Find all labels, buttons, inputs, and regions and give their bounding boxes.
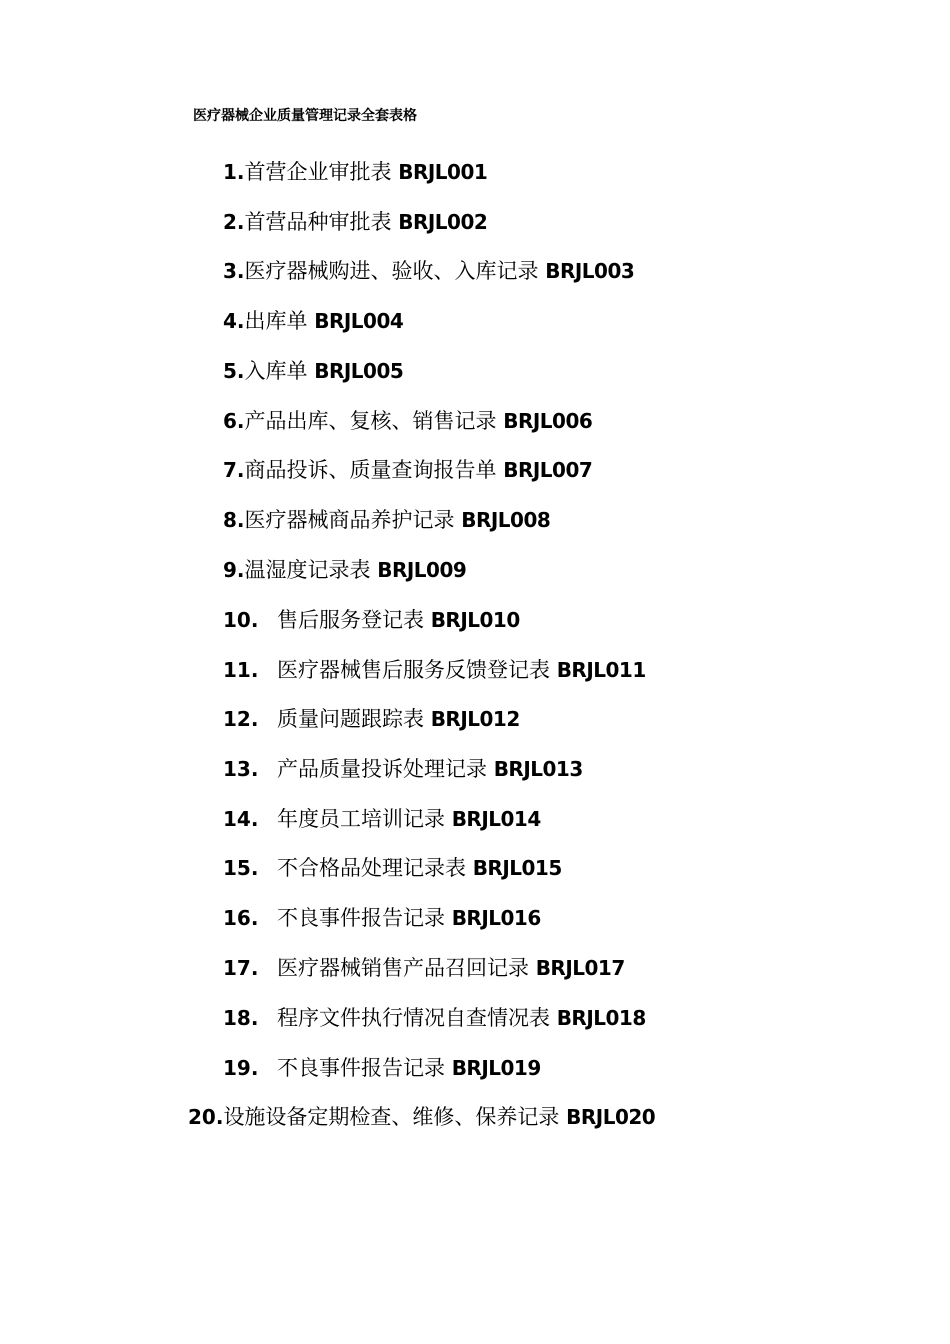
item-code: BRJL015 — [472, 856, 562, 880]
item-name: 首营企业审批表 — [244, 160, 392, 184]
item-name: 商品投诉、质量查询报告单 — [244, 458, 497, 482]
item-number: 19. — [223, 1056, 259, 1080]
list-item — [223, 853, 562, 883]
item-name: 售后服务登记表 — [277, 608, 424, 632]
item-name: 程序文件执行情况自查情况表 — [277, 1006, 550, 1030]
item-number: 2. — [223, 210, 245, 234]
item-number: 8. — [223, 508, 245, 532]
list-item — [223, 704, 520, 734]
list-item — [223, 356, 403, 386]
item-code: BRJL013 — [493, 757, 583, 781]
item-name: 不良事件报告记录 — [277, 906, 445, 930]
item-name: 温湿度记录表 — [244, 558, 371, 582]
list-item — [223, 256, 634, 286]
item-code: BRJL017 — [535, 956, 625, 980]
item-name: 设施设备定期检查、维修、保养记录 — [223, 1105, 560, 1129]
item-code: BRJL009 — [377, 558, 467, 582]
item-number: 16. — [223, 906, 259, 930]
item-number: 11. — [223, 658, 259, 682]
item-number: 15. — [223, 856, 259, 880]
item-code: BRJL011 — [556, 658, 646, 682]
item-number: 12. — [223, 707, 259, 731]
item-number: 5. — [223, 359, 245, 383]
item-code: BRJL002 — [398, 210, 488, 234]
list-item — [223, 1003, 646, 1033]
item-number: 1. — [223, 160, 245, 184]
item-number: 7. — [223, 458, 245, 482]
item-code: BRJL008 — [461, 508, 551, 532]
item-code: BRJL001 — [398, 160, 488, 184]
item-code: BRJL019 — [451, 1056, 541, 1080]
list-item — [223, 455, 592, 485]
item-name: 不合格品处理记录表 — [277, 856, 466, 880]
list-item — [223, 605, 520, 635]
list-item — [188, 1102, 655, 1132]
item-number: 17. — [223, 956, 259, 980]
item-name: 医疗器械购进、验收、入库记录 — [244, 259, 539, 283]
list-item — [223, 207, 487, 237]
item-code: BRJL003 — [545, 259, 635, 283]
item-number: 4. — [223, 309, 245, 333]
item-name: 医疗器械销售产品召回记录 — [277, 956, 529, 980]
list-item — [223, 306, 403, 336]
page-title: 医疗器械企业质量管理记录全套表格 — [193, 108, 417, 124]
list-item — [223, 505, 550, 535]
list-item — [223, 555, 466, 585]
item-code: BRJL007 — [503, 458, 593, 482]
item-name: 产品出库、复核、销售记录 — [244, 409, 497, 433]
item-name: 不良事件报告记录 — [277, 1056, 445, 1080]
item-name: 首营品种审批表 — [244, 210, 392, 234]
item-number: 20. — [188, 1105, 224, 1129]
list-item — [223, 406, 592, 436]
list-item — [223, 953, 625, 983]
item-code: BRJL006 — [503, 409, 593, 433]
item-number: 9. — [223, 558, 245, 582]
item-number: 13. — [223, 757, 259, 781]
item-name: 质量问题跟踪表 — [277, 707, 424, 731]
item-code: BRJL018 — [556, 1006, 646, 1030]
item-name: 年度员工培训记录 — [277, 807, 445, 831]
item-code: BRJL005 — [314, 359, 404, 383]
item-name: 产品质量投诉处理记录 — [277, 757, 487, 781]
item-code: BRJL020 — [566, 1105, 656, 1129]
item-number: 10. — [223, 608, 259, 632]
item-number: 14. — [223, 807, 259, 831]
list-item — [223, 655, 646, 685]
item-code: BRJL004 — [314, 309, 404, 333]
item-code: BRJL016 — [451, 906, 541, 930]
item-number: 18. — [223, 1006, 259, 1030]
item-number: 6. — [223, 409, 245, 433]
list-item — [223, 1053, 541, 1083]
item-name: 入库单 — [244, 359, 308, 383]
item-number: 3. — [223, 259, 245, 283]
item-name: 医疗器械售后服务反馈登记表 — [277, 658, 550, 682]
item-code: BRJL010 — [430, 608, 520, 632]
item-code: BRJL012 — [430, 707, 520, 731]
item-name: 出库单 — [244, 309, 308, 333]
item-code: BRJL014 — [451, 807, 541, 831]
list-item — [223, 754, 583, 784]
list-item — [223, 903, 541, 933]
list-item — [223, 804, 541, 834]
item-name: 医疗器械商品养护记录 — [244, 508, 455, 532]
list-item — [223, 157, 487, 187]
